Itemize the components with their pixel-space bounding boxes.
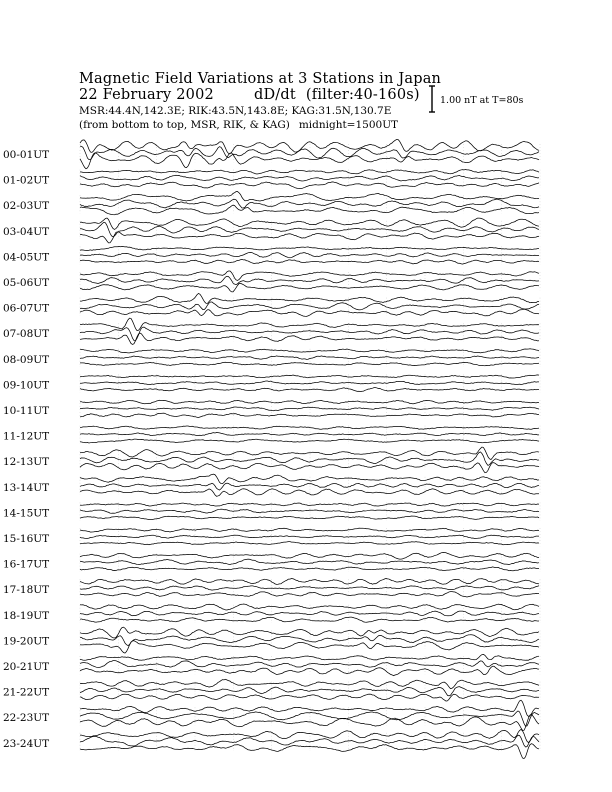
trace-kag-18-19ut (80, 604, 539, 610)
trace-rik-05-06ut (80, 276, 539, 284)
filter-label: (filter:40-160s) (305, 87, 420, 103)
trace-kag-06-07ut (80, 293, 539, 303)
hour-label: 07-08UT (3, 328, 50, 341)
trace-msr-14-15ut (80, 516, 539, 519)
trace-msr-05-06ut (80, 283, 539, 292)
trace-rik-00-01ut (80, 146, 539, 159)
trace-msr-17-18ut (80, 592, 539, 597)
trace-msr-22-23ut (80, 714, 539, 730)
trace-kag-21-22ut (80, 679, 539, 688)
hour-label: 00-01UT (3, 149, 50, 161)
trace-rik-13-14ut (80, 483, 539, 490)
trace-rik-20-21ut (80, 661, 539, 668)
trace-msr-18-19ut (80, 617, 539, 622)
hour-label: 21-22UT (3, 686, 50, 699)
trace-msr-00-01ut (80, 153, 539, 169)
hour-label: 18-19UT (3, 609, 50, 622)
trace-rik-19-20ut (80, 635, 539, 646)
trace-msr-21-22ut (80, 694, 539, 701)
trace-msr-23-24ut (80, 744, 539, 759)
hour-label: 09-10UT (3, 379, 50, 392)
date-label: 22 February 2002 (79, 87, 214, 103)
trace-kag-13-14ut (80, 474, 539, 484)
scale-bar-label: 1.00 nT at T=80s (440, 95, 524, 106)
trace-msr-03-04ut (80, 232, 539, 243)
stations-coordinates: MSR:44.4N,142.3E; RIK:43.5N,143.8E; KAG:31.5N,130.7E (79, 105, 392, 117)
trace-msr-11-12ut (80, 439, 539, 443)
trace-kag-08-09ut (80, 349, 539, 353)
trace-rik-01-02ut (80, 175, 539, 181)
trace-msr-04-05ut (80, 259, 539, 264)
hour-label: 13-14UT (3, 481, 50, 494)
hour-label: 12-13UT (3, 456, 50, 469)
trace-msr-01-02ut (80, 182, 539, 189)
trace-rik-11-12ut (80, 433, 539, 436)
trace-msr-07-08ut (80, 333, 539, 344)
hour-label: 03-04UT (3, 225, 50, 238)
hour-label: 14-15UT (3, 507, 50, 520)
trace-rik-18-19ut (80, 611, 539, 616)
traces (80, 140, 539, 759)
trace-msr-15-16ut (80, 542, 539, 545)
trace-kag-17-18ut (80, 578, 539, 584)
hour-label: 20-21UT (3, 661, 50, 673)
trace-kag-12-13ut (80, 447, 539, 459)
trace-rik-12-13ut (80, 452, 539, 466)
trace-msr-02-03ut (80, 205, 539, 215)
trace-msr-19-20ut (80, 641, 539, 653)
trace-rik-14-15ut (80, 509, 539, 513)
trace-msr-08-09ut (80, 362, 539, 365)
trace-kag-07-08ut (80, 318, 539, 331)
trace-msr-20-21ut (80, 666, 539, 675)
station-order-note: (from bottom to top, MSR, RIK, & KAG) (79, 119, 290, 131)
trace-rik-06-07ut (80, 302, 539, 310)
hour-label: 23-24UT (3, 737, 50, 750)
trace-kag-19-20ut (80, 627, 539, 638)
trace-kag-09-10ut (80, 375, 539, 378)
trace-kag-10-11ut (80, 400, 539, 404)
hour-labels (3, 149, 49, 750)
trace-rik-16-17ut (80, 559, 539, 564)
trace-kag-20-21ut (80, 654, 539, 660)
trace-rik-23-24ut (80, 735, 539, 747)
trace-rik-09-10ut (80, 381, 539, 385)
hour-label: 10-11UT (3, 405, 50, 417)
hour-label: 11-12UT (3, 430, 50, 443)
hour-label: 19-20UT (3, 635, 50, 648)
trace-rik-02-03ut (80, 199, 539, 208)
midnight-note: midnight=1500UT (298, 119, 399, 131)
trace-msr-13-14ut (80, 489, 539, 497)
hour-label: 05-06UT (3, 277, 50, 289)
trace-msr-12-13ut (80, 463, 539, 473)
trace-kag-16-17ut (80, 552, 539, 559)
hour-label: 08-09UT (3, 353, 50, 366)
trace-kag-04-05ut (80, 246, 539, 250)
hour-label: 01-02UT (3, 174, 50, 187)
hour-label: 06-07UT (3, 302, 50, 315)
hour-label: 15-16UT (3, 533, 50, 545)
trace-rik-10-11ut (80, 407, 539, 411)
trace-kag-14-15ut (80, 503, 539, 506)
chart-title: Magnetic Field Variations at 3 Stations in Japan (79, 71, 442, 87)
hour-label: 22-23UT (3, 712, 50, 725)
hour-label: 17-18UT (3, 584, 50, 597)
hour-label: 04-05UT (3, 251, 50, 264)
trace-kag-03-04ut (80, 218, 539, 229)
trace-rik-15-16ut (80, 535, 539, 538)
component-label: dD/dt (254, 87, 296, 103)
trace-msr-16-17ut (80, 567, 539, 571)
trace-rik-08-09ut (80, 356, 539, 360)
hour-label: 16-17UT (3, 558, 50, 571)
trace-kag-11-12ut (80, 426, 539, 429)
trace-msr-10-11ut (80, 413, 539, 417)
trace-msr-09-10ut (80, 388, 539, 392)
trace-kag-15-16ut (80, 528, 539, 532)
trace-kag-02-03ut (80, 192, 539, 201)
trace-kag-05-06ut (80, 271, 539, 280)
scale-bar (429, 86, 435, 112)
trace-rik-17-18ut (80, 586, 539, 590)
trace-msr-06-07ut (80, 309, 539, 316)
hour-label: 02-03UT (3, 200, 50, 213)
trace-kag-01-02ut (80, 169, 539, 174)
trace-rik-21-22ut (80, 687, 539, 696)
trace-rik-04-05ut (80, 252, 539, 257)
